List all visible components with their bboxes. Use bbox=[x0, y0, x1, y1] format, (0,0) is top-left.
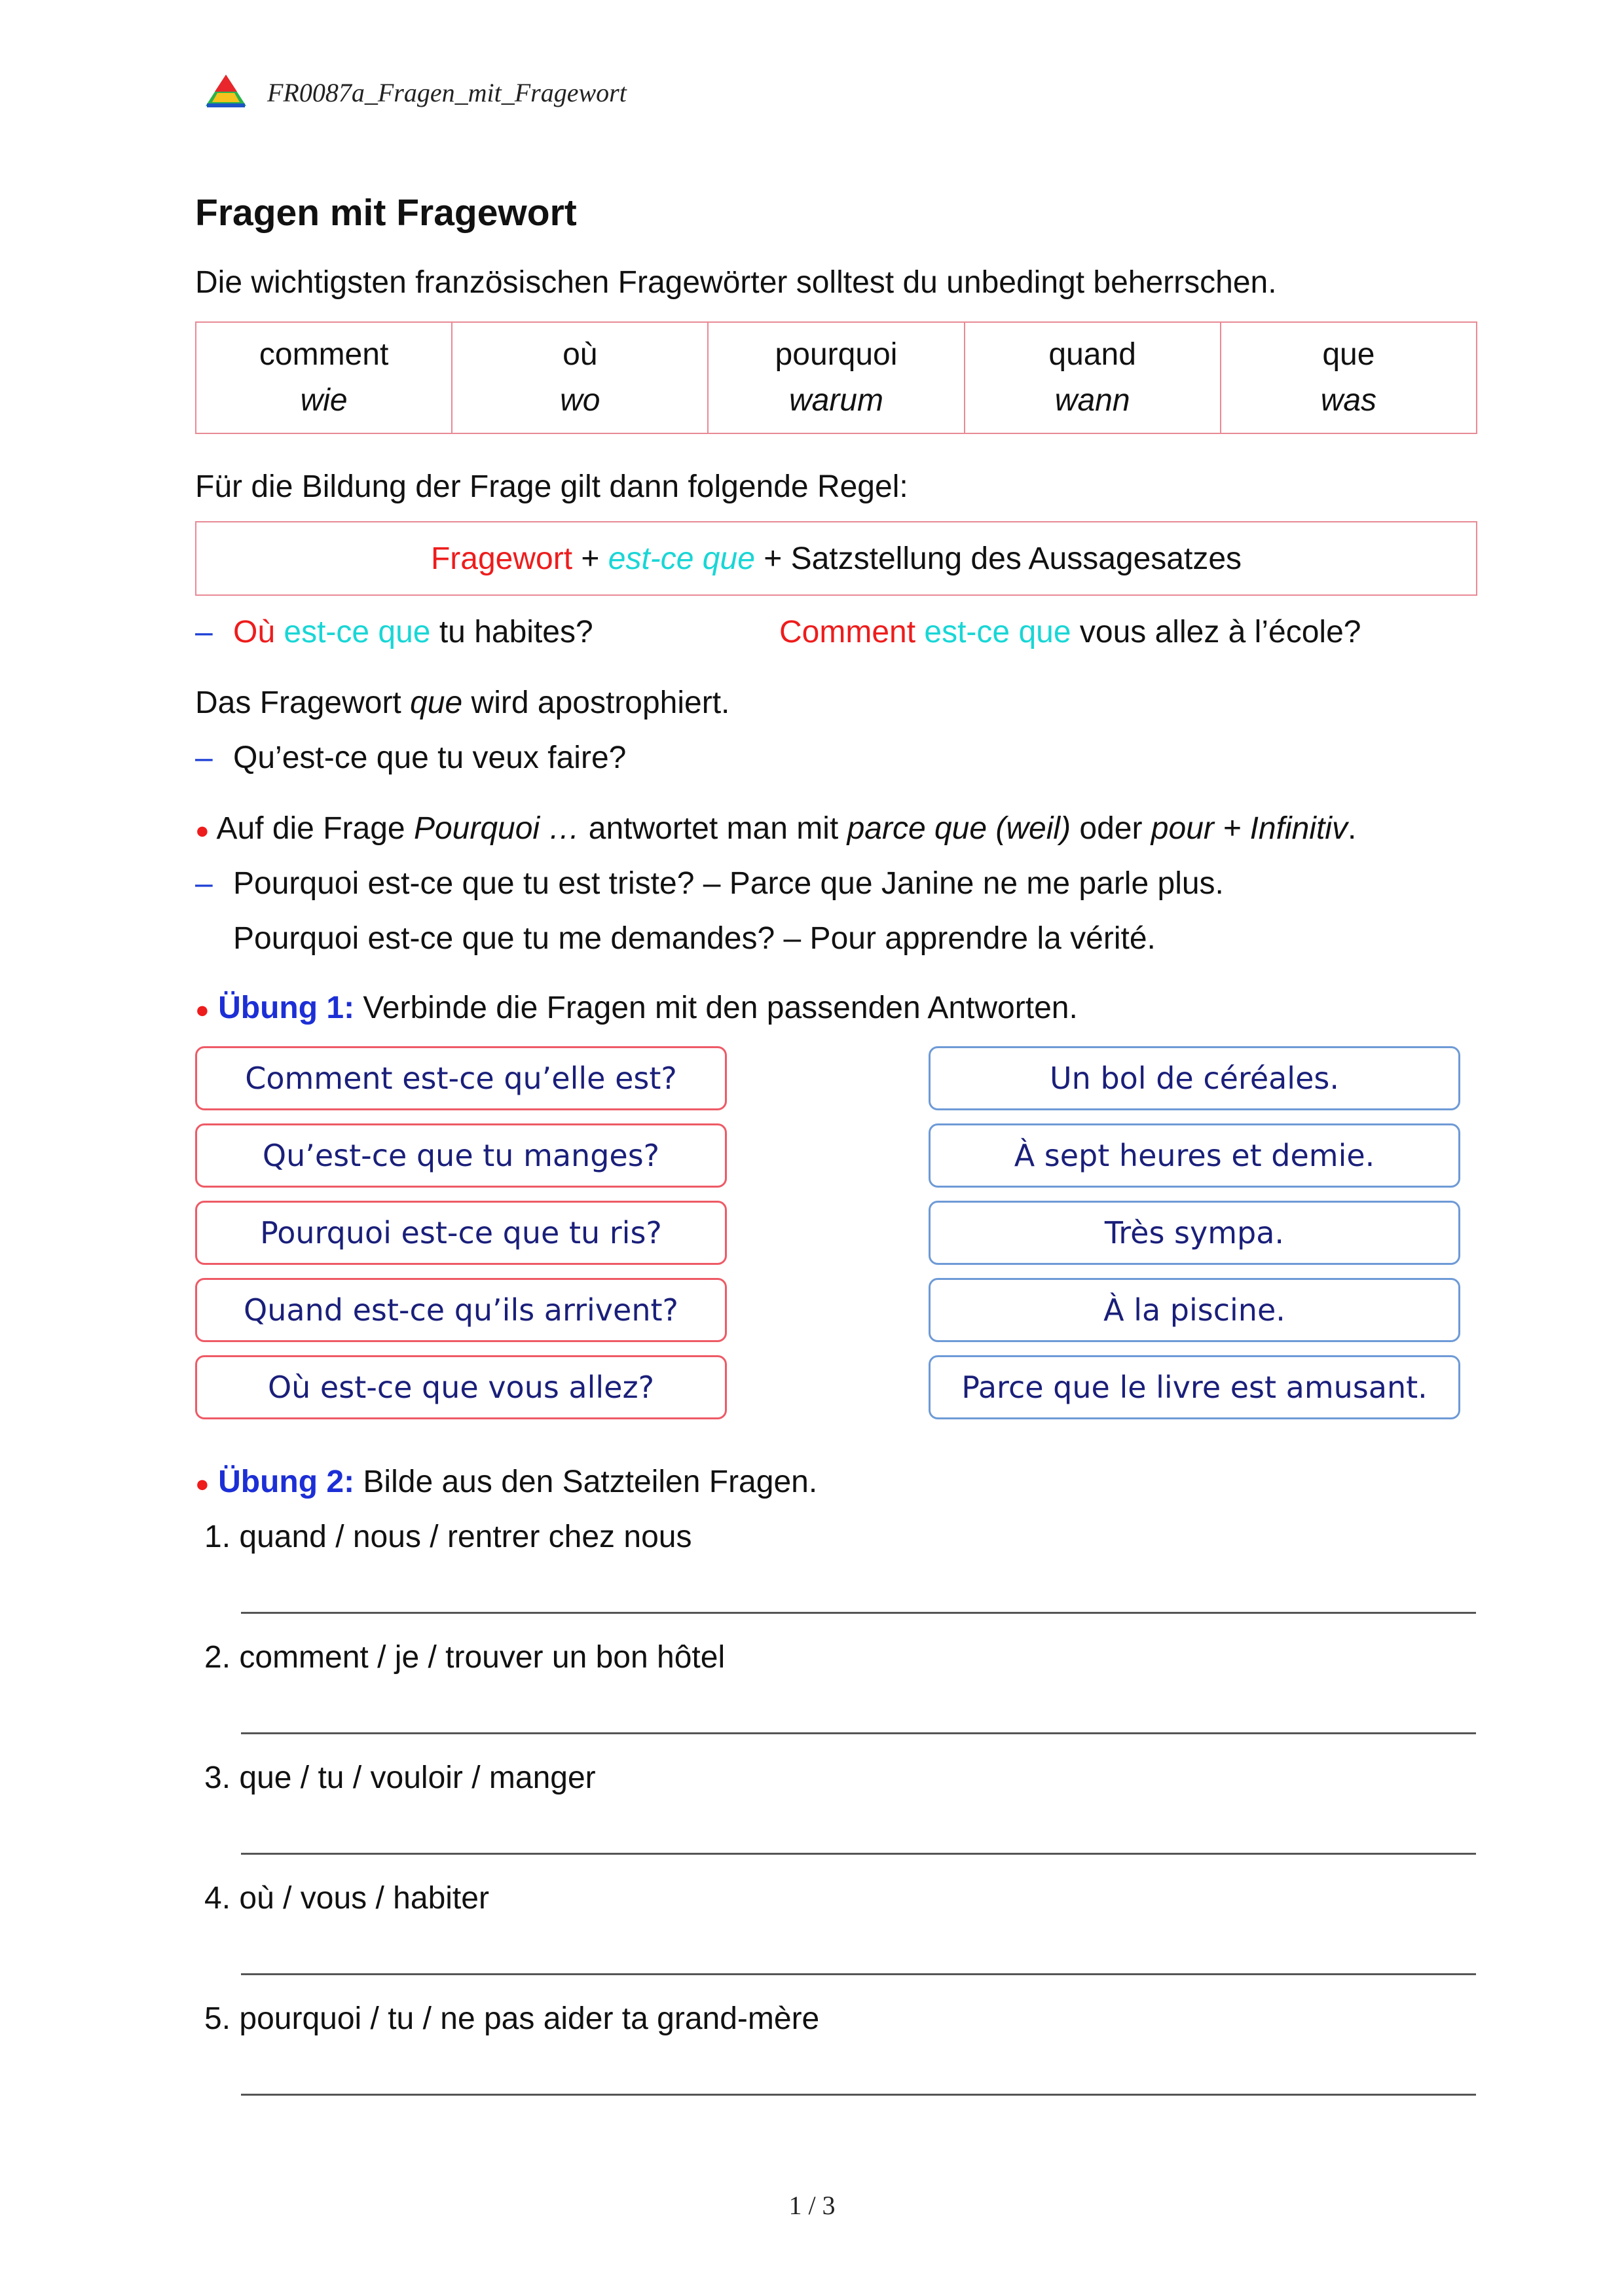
rule-plus: + bbox=[754, 541, 791, 576]
question-word-de: wo bbox=[560, 383, 600, 418]
exercise1-heading bbox=[195, 990, 1078, 1026]
rule-part-word-order: Satzstellung des Aussagesatzes bbox=[790, 541, 1242, 576]
question-word-fr: quand bbox=[1048, 337, 1136, 372]
dash-marker: – bbox=[195, 740, 213, 775]
apostrophe-word: que bbox=[410, 685, 463, 720]
example-rest: vous allez à l’école? bbox=[1071, 615, 1361, 649]
item-number: 3. bbox=[204, 1760, 231, 1795]
rule-text: oder bbox=[1071, 811, 1151, 846]
exercise1-label: Übung 1: bbox=[218, 991, 355, 1025]
example-rest: tu habites? bbox=[430, 615, 593, 649]
exercise2-item bbox=[204, 1639, 725, 1675]
rule-intro: Für die Bildung der Frage gilt dann folgende Regel: bbox=[195, 469, 908, 504]
question-card[interactable]: Quand est-ce qu’ils arrivent? bbox=[195, 1278, 727, 1342]
question-card[interactable]: Où est-ce que vous allez? bbox=[195, 1355, 727, 1419]
rule-text: antwortet man mit bbox=[580, 811, 847, 846]
answer-card[interactable]: Un bol de céréales. bbox=[929, 1046, 1460, 1110]
dash-marker: – bbox=[195, 615, 213, 649]
bullet-icon: ● bbox=[195, 816, 210, 844]
answer-card[interactable]: À sept heures et demie. bbox=[929, 1123, 1460, 1188]
example-question-word: Où bbox=[233, 615, 276, 649]
pourquoi-example-2: Pourquoi est-ce que tu me demandes? – Pour apprendre la vérité. bbox=[233, 921, 1156, 956]
apostrophe-text: wird apostrophiert. bbox=[462, 685, 730, 720]
rule-text: . bbox=[1347, 811, 1357, 846]
answer-line[interactable] bbox=[241, 1853, 1476, 1855]
rule-italic: pour + Infinitiv bbox=[1151, 811, 1348, 846]
item-text: comment / je / trouver un bon hôtel bbox=[239, 1640, 726, 1675]
question-word-cell bbox=[1221, 322, 1477, 433]
example-a bbox=[233, 614, 593, 650]
question-word-de: warum bbox=[788, 383, 883, 418]
apostrophe-rule bbox=[195, 685, 729, 721]
example-est-ce-que: est-ce que bbox=[275, 615, 431, 649]
pyramid-logo-icon bbox=[204, 73, 248, 109]
answer-line[interactable] bbox=[241, 1973, 1476, 1975]
item-text: pourquoi / tu / ne pas aider ta grand-mère bbox=[239, 2001, 820, 2036]
item-number: 4. bbox=[204, 1881, 231, 1916]
question-word-cell bbox=[708, 322, 964, 433]
intro-text: Die wichtigsten französischen Fragewörter solltest du unbedingt beherrschen. bbox=[195, 265, 1277, 300]
pourquoi-rule bbox=[195, 811, 1356, 847]
page-number: 1 / 3 bbox=[788, 2191, 836, 2220]
pourquoi-example-dash bbox=[195, 866, 213, 902]
item-number: 5. bbox=[204, 2001, 231, 2036]
example-line-a bbox=[195, 614, 213, 650]
question-word-de: wann bbox=[1054, 383, 1130, 418]
answer-line[interactable] bbox=[241, 1612, 1476, 1614]
exercise2-item bbox=[204, 2001, 819, 2037]
item-number: 1. bbox=[204, 1520, 231, 1554]
question-word-fr: que bbox=[1322, 337, 1375, 372]
example-est-ce-que: est-ce que bbox=[915, 615, 1071, 649]
answer-line[interactable] bbox=[241, 2094, 1476, 2096]
example-question-word: Comment bbox=[779, 615, 916, 649]
item-text: quand / nous / rentrer chez nous bbox=[239, 1520, 692, 1554]
question-card[interactable]: Comment est-ce qu’elle est? bbox=[195, 1046, 727, 1110]
exercise2-heading bbox=[195, 1464, 817, 1500]
question-word-de: wie bbox=[300, 383, 348, 418]
answer-card[interactable]: Parce que le livre est amusant. bbox=[929, 1355, 1460, 1419]
exercise2-item bbox=[204, 1519, 692, 1555]
question-word-de: was bbox=[1320, 383, 1377, 418]
question-word-table bbox=[195, 321, 1477, 434]
rule-italic: parce que (weil) bbox=[847, 811, 1071, 846]
answer-card[interactable]: Très sympa. bbox=[929, 1201, 1460, 1265]
answer-line[interactable] bbox=[241, 1732, 1476, 1734]
bullet-icon: ● bbox=[195, 1470, 210, 1497]
rule-part-question-word: Fragewort bbox=[430, 541, 573, 576]
rule-text: Auf die Frage bbox=[209, 811, 414, 846]
rule-box bbox=[195, 521, 1477, 596]
item-number: 2. bbox=[204, 1640, 231, 1675]
question-word-cell bbox=[196, 322, 452, 433]
item-text: que / tu / vouloir / manger bbox=[239, 1760, 596, 1795]
rule-part-est-ce-que: est-ce que bbox=[608, 541, 755, 576]
answer-card[interactable]: À la piscine. bbox=[929, 1278, 1460, 1342]
file-name: FR0087a_Fragen_mit_Fragewort bbox=[267, 78, 627, 107]
bullet-icon: ● bbox=[195, 996, 210, 1023]
question-word-cell bbox=[452, 322, 708, 433]
question-card[interactable]: Qu’est-ce que tu manges? bbox=[195, 1123, 727, 1188]
example-b bbox=[779, 614, 1361, 650]
pourquoi-example-1: Pourquoi est-ce que tu est triste? – Parce que Janine ne me parle plus. bbox=[233, 866, 1224, 901]
item-text: où / vous / habiter bbox=[239, 1881, 489, 1916]
rule-plus: + bbox=[572, 541, 608, 576]
question-word-fr: pourquoi bbox=[775, 337, 898, 372]
apostrophe-text: Das Fragewort bbox=[195, 685, 411, 720]
exercise1-instruction: Verbinde die Fragen mit den passenden Antworten. bbox=[354, 991, 1078, 1025]
question-word-fr: où bbox=[563, 337, 598, 372]
question-word-fr: comment bbox=[259, 337, 389, 372]
exercise2-label: Übung 2: bbox=[218, 1465, 355, 1499]
exercise2-instruction: Bilde aus den Satzteilen Fragen. bbox=[354, 1465, 818, 1499]
question-card[interactable]: Pourquoi est-ce que tu ris? bbox=[195, 1201, 727, 1265]
page-title: Fragen mit Fragewort bbox=[195, 192, 577, 234]
exercise2-item bbox=[204, 1880, 489, 1916]
rule-italic: Pourquoi … bbox=[413, 811, 580, 846]
apostrophe-example-dash bbox=[195, 740, 213, 776]
question-word-cell bbox=[965, 322, 1221, 433]
apostrophe-example: Qu’est-ce que tu veux faire? bbox=[233, 740, 627, 775]
exercise2-item bbox=[204, 1760, 596, 1796]
dash-marker: – bbox=[195, 866, 213, 901]
